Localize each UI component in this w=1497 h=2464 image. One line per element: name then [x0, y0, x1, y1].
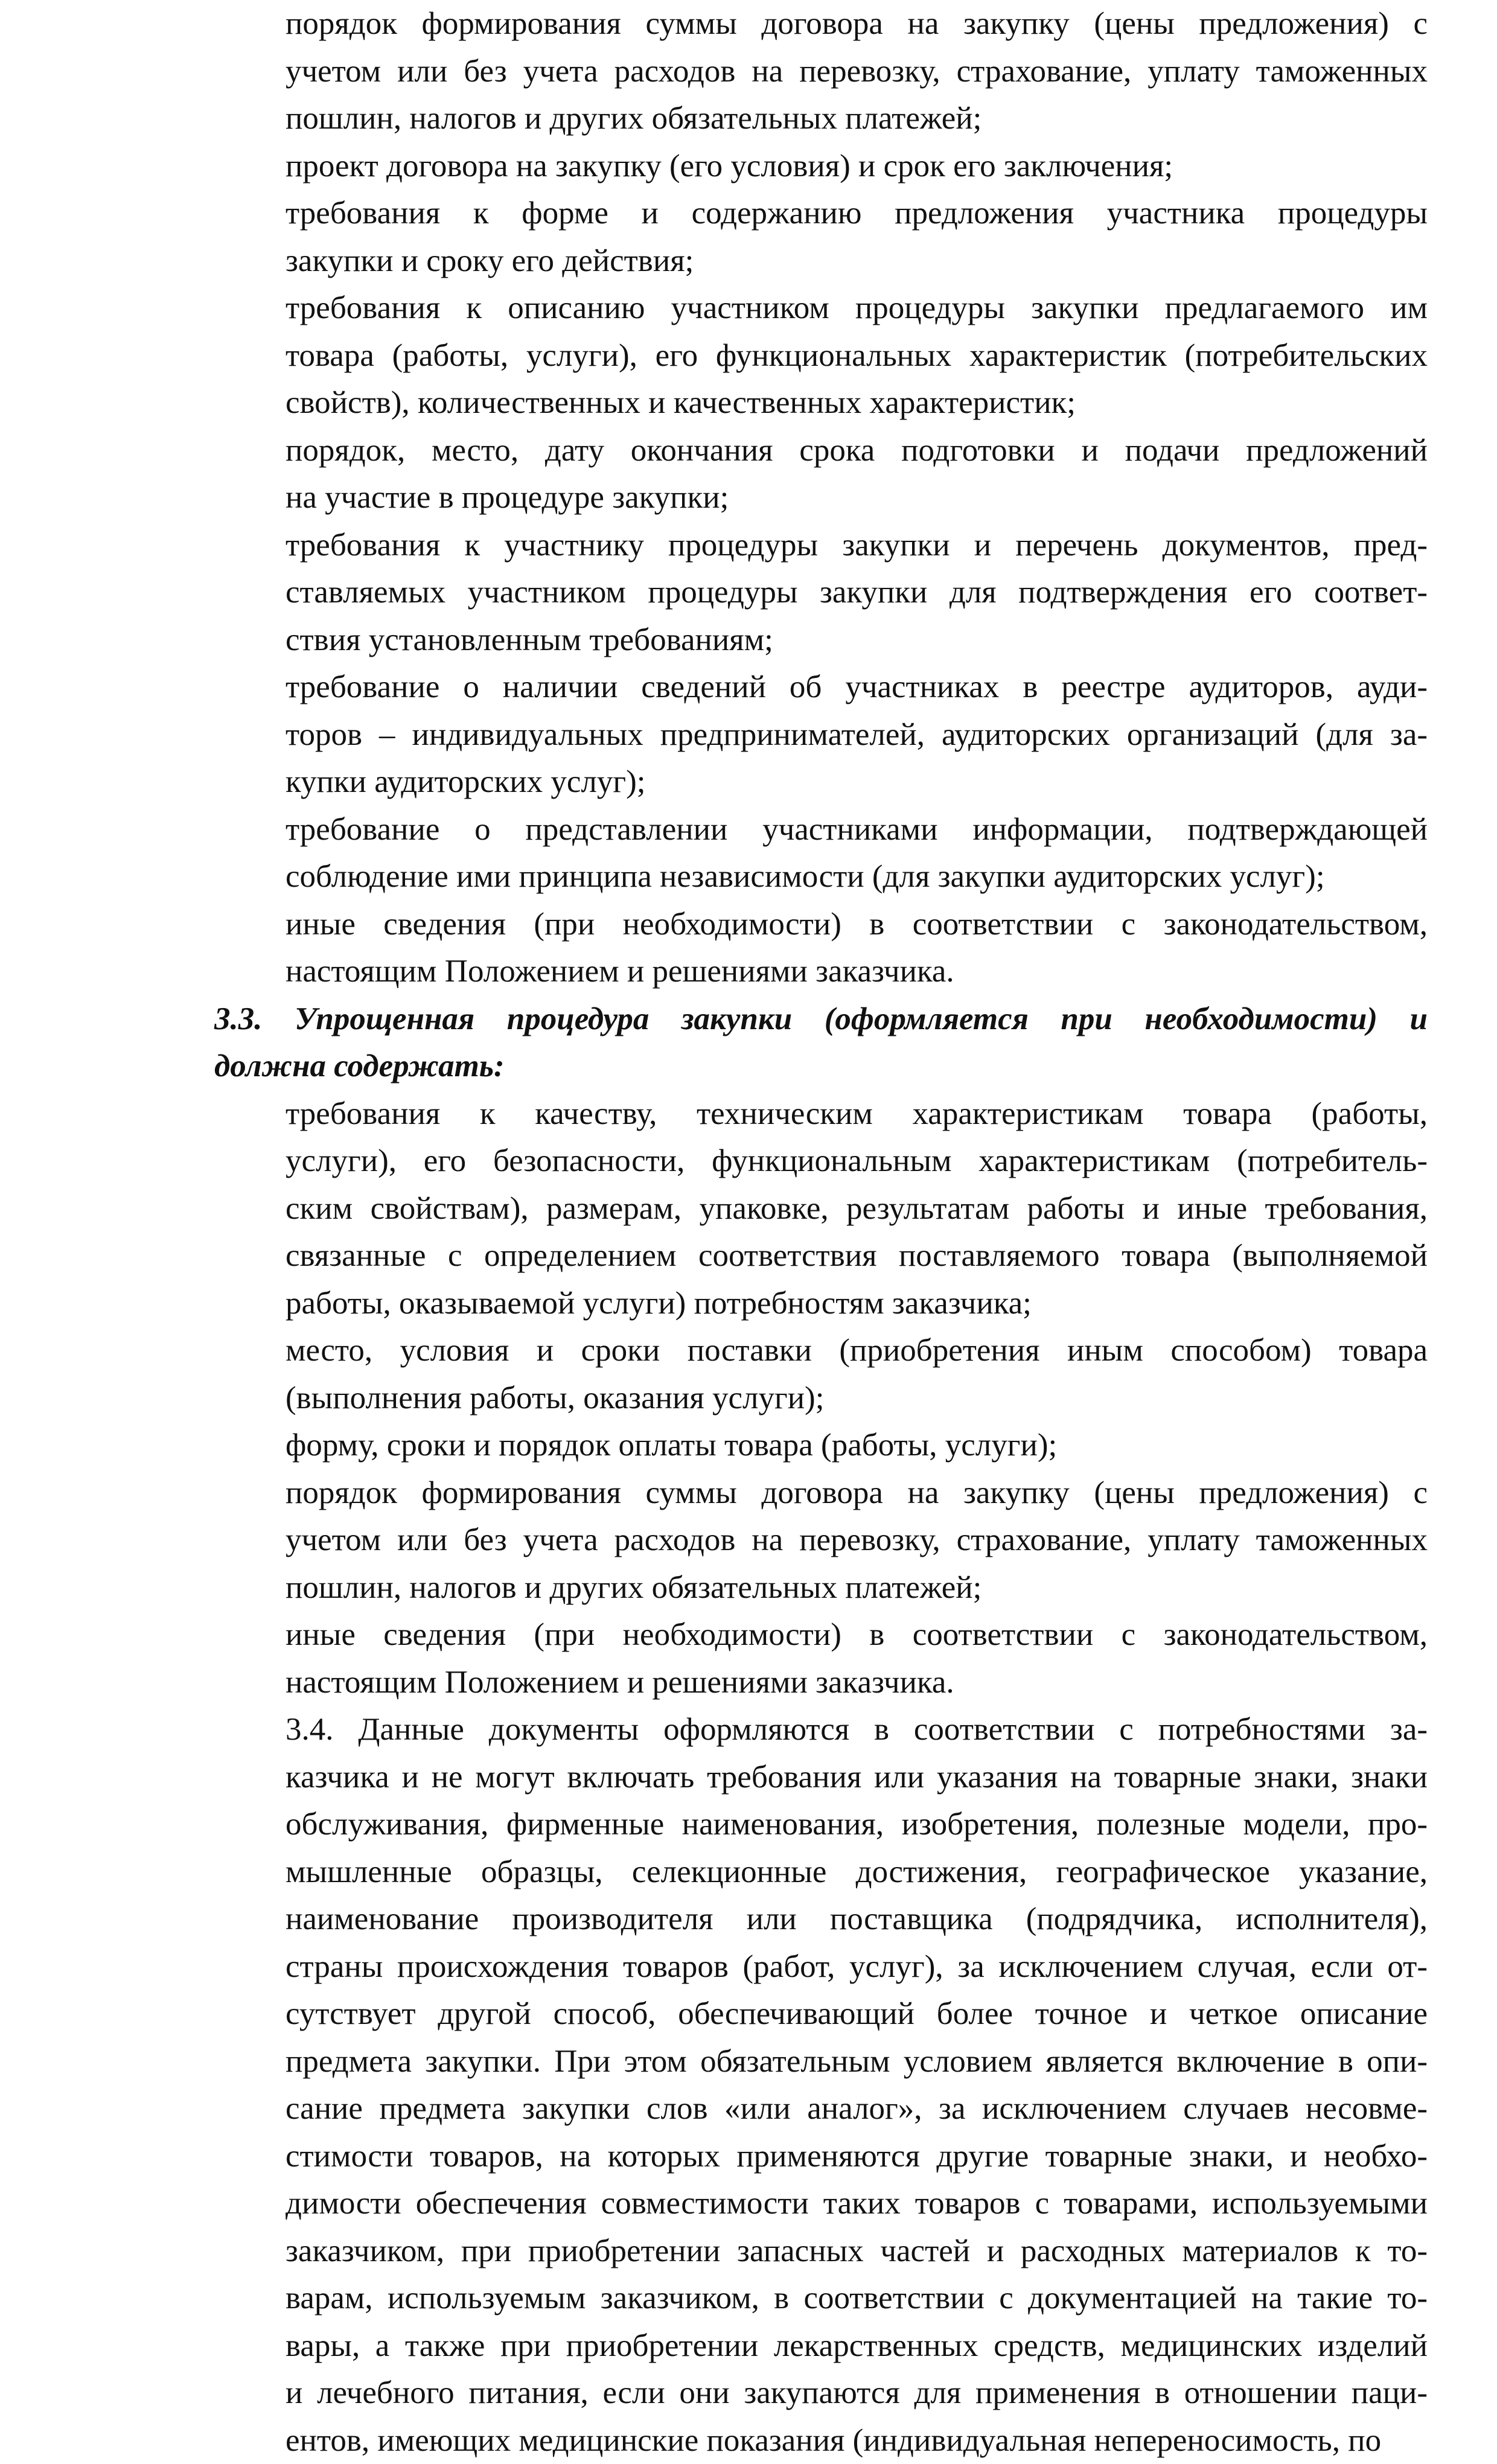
list-item-paragraph — [214, 427, 1428, 522]
text-line: требования к форме и содержанию предложения участника процедуры — [214, 190, 1428, 237]
text-line: заказчиком, при приобретении запасных частей и расходных материалов к то- — [214, 2227, 1428, 2275]
text-line: настоящим Положением и решениями заказчика. — [214, 948, 1428, 995]
text-line: наименование производителя или поставщика (подрядчика, исполнителя), — [214, 1895, 1428, 1943]
text-line: сутствует другой способ, обеспечивающий более точное и четкое описание — [214, 1990, 1428, 2038]
text-line: купки аудиторских услуг); — [214, 758, 1428, 806]
list-item-paragraph — [214, 284, 1428, 427]
text-line: предмета закупки. При этом обязательным условием является включение в опи- — [214, 2038, 1428, 2086]
text-line: требования к качеству, техническим характеристикам товара (работы, — [214, 1090, 1428, 1138]
text-line: иные сведения (при необходимости) в соответствии с законодательством, — [214, 1611, 1428, 1659]
text-line: страны происхождения товаров (работ, услуг), за исключением случая, если от- — [214, 1943, 1428, 1991]
text-line: ставляемых участником процедуры закупки для подтверждения его соответ- — [214, 569, 1428, 616]
text-line: и лечебного питания, если они закупаются для применения в отношении паци- — [214, 2369, 1428, 2417]
text-line: порядок формирования суммы договора на закупку (цены предложения) с — [214, 0, 1428, 48]
text-line: закупки и сроку его действия; — [214, 237, 1428, 285]
text-line: услуги), его безопасности, функциональным характеристикам (потребитель- — [214, 1137, 1428, 1185]
text-line: 3.4. Данные документы оформляются в соответствии с потребностями за- — [214, 1706, 1428, 1754]
text-line: казчика и не могут включать требования или указания на товарные знаки, знаки — [214, 1754, 1428, 1801]
text-line: варам, используемым заказчиком, в соответствии с документацией на такие то- — [214, 2274, 1428, 2322]
text-line: должна содержать: — [214, 1042, 1428, 1090]
text-line: соблюдение ими принципа независимости (для закупки аудиторских услуг); — [214, 853, 1428, 901]
text-line: требование о наличии сведений об участниках в реестре аудиторов, ауди- — [214, 663, 1428, 711]
text-line: учетом или без учета расходов на перевозку, страхование, уплату таможенных — [214, 48, 1428, 95]
section-heading — [214, 995, 1428, 1090]
text-line: сание предмета закупки слов «или аналог», за исключением случаев несовме- — [214, 2085, 1428, 2133]
text-line: ствия установленным требованиям; — [214, 616, 1428, 664]
text-line: иные сведения (при необходимости) в соответствии с законодательством, — [214, 901, 1428, 948]
list-item-paragraph — [214, 1611, 1428, 1706]
text-line: ентов, имеющих медицинские показания (индивидуальная непереносимость, по — [214, 2417, 1428, 2464]
text-line: форму, сроки и порядок оплаты товара (работы, услуги); — [214, 1422, 1428, 1469]
list-item-paragraph — [214, 190, 1428, 284]
numbered-paragraph — [214, 1706, 1428, 2464]
list-item-paragraph — [214, 663, 1428, 806]
text-line: на участие в процедуре закупки; — [214, 474, 1428, 522]
text-line: торов – индивидуальных предпринимателей, аудиторских организаций (для за- — [214, 711, 1428, 759]
list-item-paragraph — [214, 522, 1428, 664]
text-line: пошлин, налогов и других обязательных платежей; — [214, 1564, 1428, 1612]
list-item-paragraph — [214, 1422, 1428, 1469]
text-line: учетом или без учета расходов на перевозку, страхование, уплату таможенных — [214, 1516, 1428, 1564]
text-line: проект договора на закупку (его условия) и срок его заключения; — [214, 142, 1428, 190]
list-item-paragraph — [214, 901, 1428, 995]
text-line: порядок формирования суммы договора на закупку (цены предложения) с — [214, 1469, 1428, 1517]
list-item-paragraph — [214, 1469, 1428, 1612]
text-line: работы, оказываемой услуги) потребностям заказчика; — [214, 1280, 1428, 1327]
text-line: настоящим Положением и решениями заказчика. — [214, 1659, 1428, 1706]
text-line: димости обеспечения совместимости таких товаров с товарами, используемыми — [214, 2180, 1428, 2227]
list-item-paragraph — [214, 142, 1428, 190]
document-text-column — [214, 0, 1428, 2464]
text-line: порядок, место, дату окончания срока подготовки и подачи предложений — [214, 427, 1428, 474]
text-line: (выполнения работы, оказания услуги); — [214, 1374, 1428, 1422]
list-item-paragraph — [214, 1090, 1428, 1327]
text-line: требование о представлении участниками информации, подтверждающей — [214, 806, 1428, 854]
text-line: ским свойствам), размерам, упаковке, результатам работы и иные требования, — [214, 1185, 1428, 1233]
list-item-paragraph — [214, 1327, 1428, 1422]
text-line: требования к участнику процедуры закупки и перечень документов, пред- — [214, 522, 1428, 569]
text-line: пошлин, налогов и других обязательных платежей; — [214, 95, 1428, 142]
text-line: свойств), количественных и качественных характеристик; — [214, 379, 1428, 427]
text-line: место, условия и сроки поставки (приобретения иным способом) товара — [214, 1327, 1428, 1374]
text-line: мышленные образцы, селекционные достижения, географическое указание, — [214, 1848, 1428, 1896]
text-line: требования к описанию участником процедуры закупки предлагаемого им — [214, 284, 1428, 332]
text-line: 3.3. Упрощенная процедура закупки (оформляется при необходимости) и — [214, 995, 1428, 1043]
text-line: обслуживания, фирменные наименования, изобретения, полезные модели, про- — [214, 1801, 1428, 1848]
text-line: связанные с определением соответствия поставляемого товара (выполняемой — [214, 1232, 1428, 1280]
text-line: товара (работы, услуги), его функциональных характеристик (потребительских — [214, 332, 1428, 380]
list-item-paragraph — [214, 0, 1428, 142]
text-line: стимости товаров, на которых применяются другие товарные знаки, и необхо- — [214, 2133, 1428, 2180]
list-item-paragraph — [214, 806, 1428, 901]
text-line: вары, а также при приобретении лекарственных средств, медицинских изделий — [214, 2322, 1428, 2370]
